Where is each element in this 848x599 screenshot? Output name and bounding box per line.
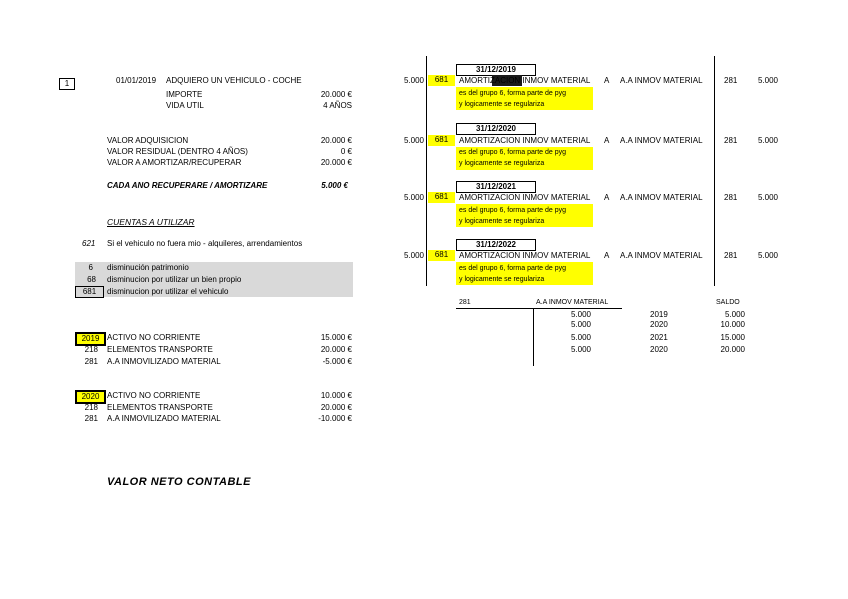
valor-amortizar-value: 20.000 € — [320, 158, 352, 167]
balance-2019-281-label: A.A INMOVILIZADO MATERIAL — [107, 357, 221, 366]
entry-2-date: 31/12/2020 — [456, 123, 536, 135]
balance-2020-281-label: A.A INMOVILIZADO MATERIAL — [107, 414, 221, 423]
entry-1-credit-account: 281 — [724, 76, 738, 85]
entry-1-credit: 5.000 — [757, 76, 778, 85]
vida-util-value: 4 AÑOS — [323, 101, 352, 110]
cuenta-621-text: Si el vehiculo no fuera mio - alquileres, arrendamientos — [107, 239, 303, 248]
entry-3-note1: es del grupo 6, forma parte de pyg — [459, 207, 567, 214]
cuenta-6-text: disminución patrimonio — [107, 263, 189, 272]
cada-ano-label: CADA ANO RECUPERARE / AMORTIZARE — [107, 181, 268, 190]
entry-3-credit-account: 281 — [724, 193, 738, 202]
ledger-row-2-haber: 5.000 — [570, 320, 591, 329]
entry-1-account: 681 — [428, 75, 455, 86]
balance-2019-activo-value: 15.000 € — [320, 333, 352, 342]
balance-2019-218-value: 20.000 € — [320, 345, 352, 354]
balance-2020-year: 2020 — [75, 390, 106, 404]
balance-2020-218-label: ELEMENTOS TRANSPORTE — [107, 403, 213, 412]
entry-1-date: 31/12/2019 — [456, 64, 536, 76]
entry-2-note1: es del grupo 6, forma parte de pyg — [459, 149, 567, 156]
entry-2-debit: 5.000 — [403, 136, 424, 145]
entry-2-note2: y logicamente se regulariza — [459, 160, 545, 167]
cada-ano-value: 5.000 € — [321, 181, 348, 190]
entry-2-a: A — [604, 136, 610, 145]
balance-2019-218-code: 218 — [84, 345, 98, 354]
entry-1-debit: 5.000 — [403, 76, 424, 85]
ledger-row-4-saldo: 20.000 — [720, 345, 745, 354]
ledger-row-2-saldo: 10.000 — [720, 320, 745, 329]
header-description: ADQUIERO UN VEHICULO - COCHE — [166, 76, 302, 85]
entry-3-credit: 5.000 — [757, 193, 778, 202]
entry-2-concept: AMORTIZACION INMOV MATERIAL — [459, 136, 591, 145]
ledger-row-1-year: 2019 — [650, 310, 668, 319]
journal-right-line — [714, 56, 715, 286]
ledger-code: 281 — [459, 299, 471, 306]
entry-4-note2: y logicamente se regulariza — [459, 276, 545, 283]
ledger-top-line — [456, 308, 622, 309]
entry-4-a: A — [604, 251, 610, 260]
entry-3-concept: AMORTIZACION INMOV MATERIAL — [459, 193, 591, 202]
entry-1-note1: es del grupo 6, forma parte de pyg — [459, 90, 567, 97]
balance-2020-218-value: 20.000 € — [320, 403, 352, 412]
cuenta-68-code: 68 — [87, 275, 96, 284]
entry-3-account: 681 — [428, 192, 455, 203]
entry-4-credit: 5.000 — [757, 251, 778, 260]
balance-2019-activo-label: ACTIVO NO CORRIENTE — [107, 333, 201, 342]
ledger-row-2-year: 2020 — [650, 320, 668, 329]
ledger-saldo-label: SALDO — [716, 299, 740, 306]
ledger-row-1-haber: 5.000 — [570, 310, 591, 319]
entry-4-credit-account: 281 — [724, 251, 738, 260]
entry-4-note1: es del grupo 6, forma parte de pyg — [459, 265, 567, 272]
entry-2-credit: 5.000 — [757, 136, 778, 145]
entry-3-a: A — [604, 193, 610, 202]
entry-1-a: A — [604, 76, 610, 85]
entry-1-credit-concept: A.A INMOV MATERIAL — [620, 76, 703, 85]
importe-value: 20.000 € — [320, 90, 352, 99]
entry-2-credit-account: 281 — [724, 136, 738, 145]
entry-4-debit: 5.000 — [403, 251, 424, 260]
vida-util-label: VIDA UTIL — [166, 101, 204, 110]
entry-3-credit-concept: A.A INMOV MATERIAL — [620, 193, 703, 202]
balance-2020-activo-value: 10.000 € — [320, 391, 352, 400]
ledger-row-4-haber: 5.000 — [570, 345, 591, 354]
balance-2019-281-code: 281 — [84, 357, 98, 366]
ledger-row-3-saldo: 15.000 — [720, 333, 745, 342]
ledger-row-3-haber: 5.000 — [570, 333, 591, 342]
ledger-row-4-year: 2020 — [650, 345, 668, 354]
valor-residual-value: 0 € — [340, 147, 352, 156]
valor-amortizar-label: VALOR A AMORTIZAR/RECUPERAR — [107, 158, 242, 167]
entry-1-note2: y logicamente se regulariza — [459, 101, 545, 108]
importe-label: IMPORTE — [166, 90, 203, 99]
balance-2019-year: 2019 — [75, 332, 106, 346]
cuenta-681-code: 681 — [75, 286, 104, 298]
entry-3-date: 31/12/2021 — [456, 181, 536, 193]
cuenta-681-text: disminucion por utilizar el vehiculo — [107, 287, 229, 296]
header-date: 01/01/2019 — [116, 76, 157, 85]
entry-3-note2: y logicamente se regulariza — [459, 218, 545, 225]
entry-4-credit-concept: A.A INMOV MATERIAL — [620, 251, 703, 260]
valor-residual-label: VALOR RESIDUAL (DENTRO 4 AÑOS) — [107, 147, 248, 156]
valor-adquisicion-value: 20.000 € — [320, 136, 352, 145]
entry-2-account: 681 — [428, 135, 455, 146]
entry-3-debit: 5.000 — [403, 193, 424, 202]
entry-4-date: 31/12/2022 — [456, 239, 536, 251]
ledger-divider — [533, 308, 534, 366]
entry-2-credit-concept: A.A INMOV MATERIAL — [620, 136, 703, 145]
journal-left-line — [426, 56, 427, 286]
balance-2019-218-label: ELEMENTOS TRANSPORTE — [107, 345, 213, 354]
balance-2019-281-value: -5.000 € — [322, 357, 352, 366]
example-number-box: 1 — [59, 78, 75, 90]
valor-neto-contable: VALOR NETO CONTABLE — [107, 476, 251, 488]
cuenta-68-text: disminucion por utilizar un bien propio — [107, 275, 242, 284]
entry-4-concept: AMORTIZACION INMOV MATERIAL — [459, 251, 591, 260]
valor-adquisicion-label: VALOR ADQUISICION — [107, 136, 189, 145]
cuenta-6-code: 6 — [88, 263, 93, 272]
entry-1-concept: AMORTIZACION INMOV MATERIAL — [459, 76, 591, 85]
balance-2020-281-code: 281 — [84, 414, 98, 423]
ledger-row-1-saldo: 5.000 — [724, 310, 745, 319]
ledger-row-3-year: 2021 — [650, 333, 668, 342]
balance-2020-218-code: 218 — [84, 403, 98, 412]
balance-2020-activo-label: ACTIVO NO CORRIENTE — [107, 391, 201, 400]
balance-2020-281-value: -10.000 € — [318, 414, 352, 423]
ledger-name: A.A INMOV MATERIAL — [536, 299, 609, 306]
cuenta-621-code: 621 — [82, 239, 96, 248]
cuentas-title: CUENTAS A UTILIZAR — [107, 217, 195, 227]
entry-4-account: 681 — [428, 250, 455, 261]
